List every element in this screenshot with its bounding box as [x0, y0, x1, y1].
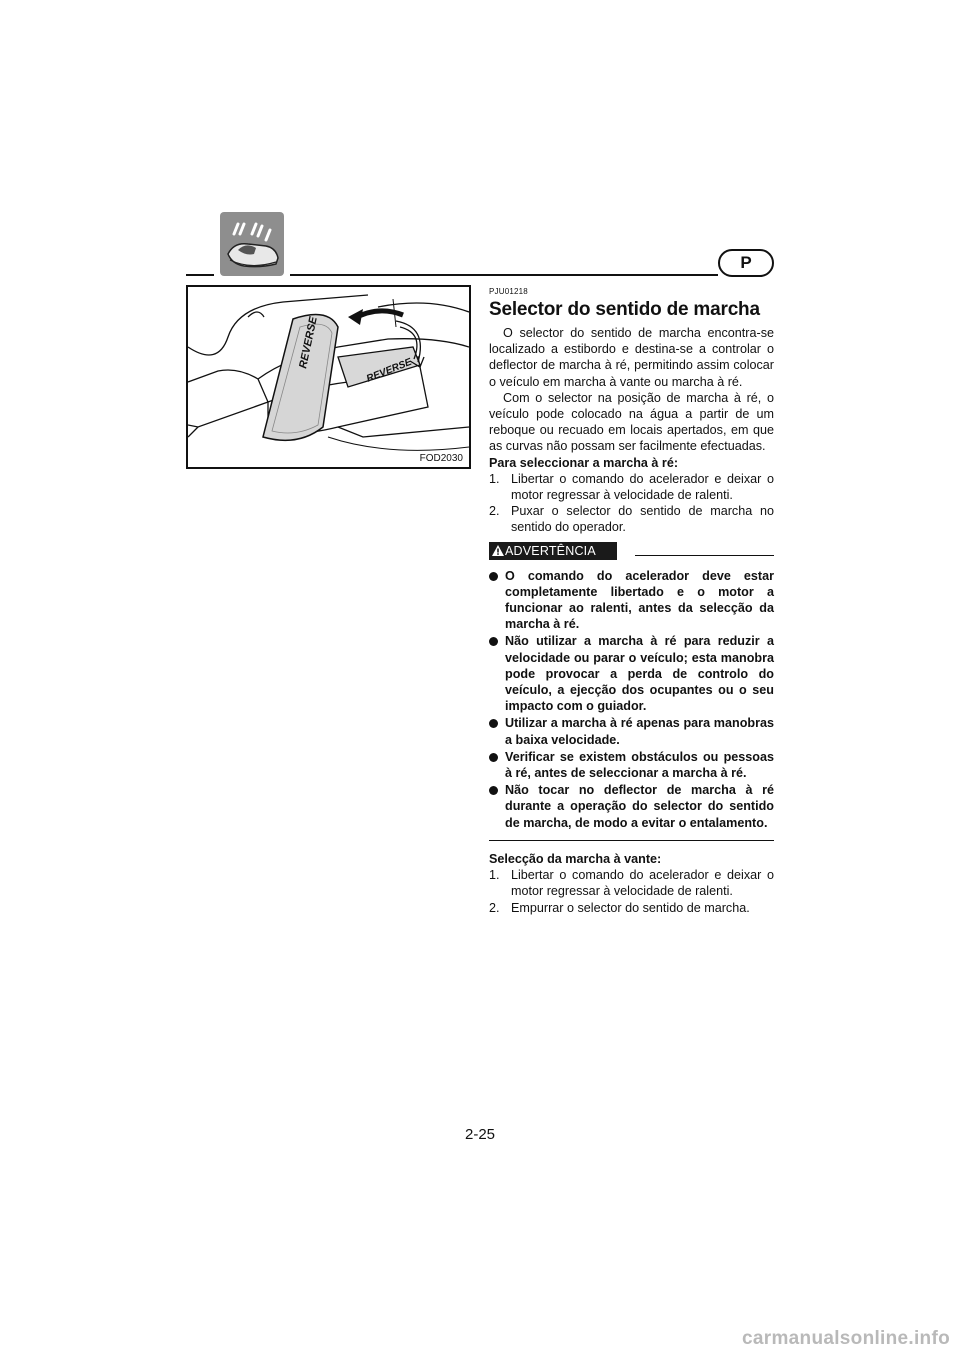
warning-item: Verificar se existem obstáculos ou pessoas à ré, antes de seleccionar a marcha à ré. — [489, 749, 774, 781]
bullet-icon — [489, 637, 498, 646]
warning-item: Não utilizar a marcha à ré para reduzir a velocidade ou parar o veículo; esta manobra pode provocar a perda de controlo do veículo, a ejecção dos ocupantes ou o seu impacto com o guiador. — [489, 633, 774, 714]
language-badge: P — [718, 249, 774, 277]
jet-ski-section-icon — [220, 212, 284, 276]
warning-item: Utilizar a marcha à ré apenas para manobras a baixa velocidade. — [489, 715, 774, 747]
section-title: Selector do sentido de marcha — [489, 299, 760, 320]
warning-header — [489, 542, 774, 560]
bullet-icon — [489, 786, 498, 795]
warning-badge — [489, 542, 617, 560]
list-item: 2. Puxar o selector do sentido de marcha no sentido do operador. — [489, 504, 774, 535]
page-number: 2-25 — [464, 1126, 496, 1143]
reverse-label-handle: REVERSE — [365, 356, 414, 385]
reverse-heading: Para seleccionar a marcha à ré: — [489, 455, 679, 470]
illustration-drawing — [188, 287, 469, 467]
warning-label: ADVERTÊNCIA — [505, 543, 596, 558]
warning-item: O comando do acelerador deve estar completamente libertado e o motor a funcionar ao ralenti, antes da selecção da marcha à ré. — [489, 568, 774, 633]
warning-item: Não tocar no deflector de marcha à ré durante a operação do selector do sentido de marcha, de modo a evitar o entalamento. — [489, 782, 774, 831]
paragraph-1: O selector do sentido de marcha encontra-se localizado a estibordo e destina-se a controlar o deflector de marcha à ré, permitindo assim colocar o veículo em marcha à vante ou marcha à ré. — [489, 326, 774, 389]
list-item: 2. Empurrar o selector do sentido de marcha. — [489, 900, 750, 915]
forward-heading: Selecção da marcha à vante: — [489, 851, 662, 866]
list-item: 1. Libertar o comando do acelerador e deixar o motor regressar à velocidade de ralenti. — [489, 868, 774, 899]
content-column — [489, 287, 774, 916]
header-rule-left — [186, 274, 214, 276]
reverse-label-deflector: REVERSE — [297, 315, 320, 370]
warning-list — [489, 568, 774, 841]
bullet-icon — [489, 753, 498, 762]
reverse-selector-illustration — [186, 285, 471, 469]
paragraph-2: Com o selector na posição de marcha à ré, o veículo pode colocado na água a partir de um reboque ou recuado em locais apertados, em que as curvas não possam ser facilmente efectuadas. — [489, 390, 774, 454]
reverse-steps — [489, 471, 774, 536]
warning-rule — [635, 555, 774, 556]
bullet-icon — [489, 572, 498, 581]
warning-icon — [492, 545, 504, 556]
forward-steps — [489, 867, 774, 916]
list-item: 1. Libertar o comando do acelerador e deixar o motor regressar à velocidade de ralenti. — [489, 471, 774, 503]
watermark: carmanualsonline.info — [742, 1328, 950, 1349]
section-code: PJU01218 — [489, 287, 528, 296]
header-rule-right — [290, 274, 718, 276]
bullet-icon — [489, 719, 498, 728]
figure-code: FOD2030 — [419, 453, 463, 464]
